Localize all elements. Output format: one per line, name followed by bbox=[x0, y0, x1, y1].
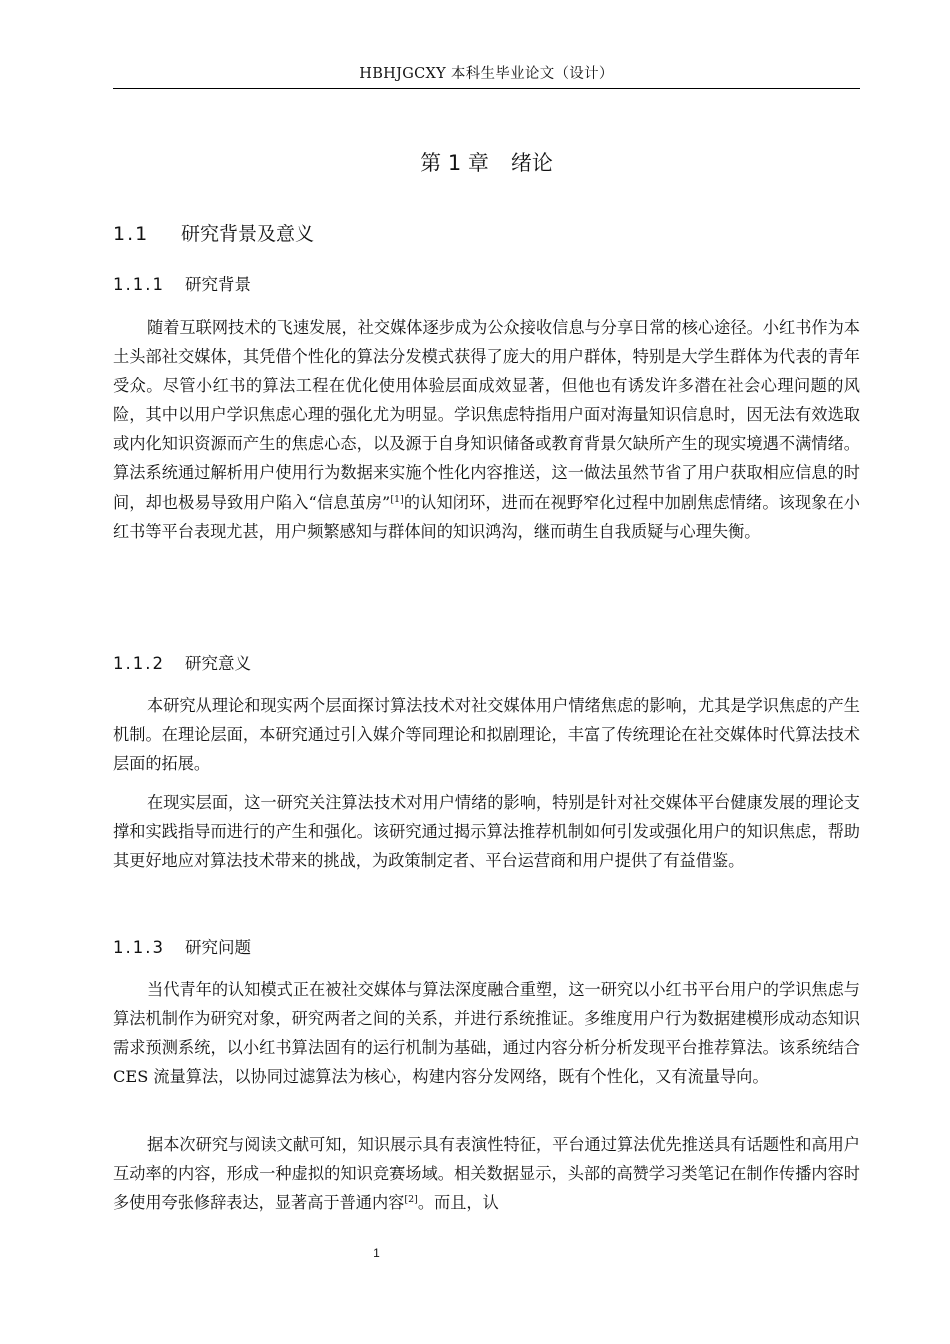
running-header: HBHJGCXY 本科生毕业论文（设计） bbox=[359, 66, 614, 82]
paragraph-background bbox=[113, 313, 860, 546]
header-rule bbox=[113, 88, 860, 89]
subsection-title: 研究背景 bbox=[185, 275, 251, 294]
citation-ref: [2] bbox=[404, 1194, 418, 1206]
paragraph-significance-theory: 本研究从理论和现实两个层面探讨算法技术对社交媒体用户情绪焦虑的影响，尤其是学识焦虑的产生机制。在理论层面，本研究通过引入媒介等同理论和拟剧理论，丰富了传统理论在社交媒体时代算法技术层面的拓展。 bbox=[113, 696, 860, 774]
paragraph-text: 据本次研究与阅读文献可知，知识展示具有表演性特征，平台通过算法优先推送具有话题性和高用户互动率的内容，形成一种虚拟的知识竞赛场域。相关数据显示，头部的高赞学习类笔记在制作传播内容时多使用夸张修辞表达，显著高于普通内容 bbox=[113, 1135, 860, 1213]
chapter-number: 第 1 章 bbox=[420, 151, 489, 175]
subsection-number: 1.1.1 bbox=[113, 275, 165, 294]
chapter-name: 绪论 bbox=[510, 151, 553, 175]
subsection-heading-1-1-3 bbox=[113, 936, 251, 960]
subsection-number: 1.1.3 bbox=[113, 938, 165, 957]
subsection-heading-1-1-2 bbox=[113, 652, 251, 676]
section-number: 1.1 bbox=[113, 223, 150, 245]
section-title: 研究背景及意义 bbox=[181, 223, 315, 245]
paragraph-text: 随着互联网技术的飞速发展，社交媒体逐步成为公众接收信息与分享日常的核心途径。小红书作为本土头部社交媒体，其凭借个性化的算法分发模式获得了庞大的用户群体，特别是大学生群体为代表的青年受众。尽管小红书的算法工程在优化使用体验层面成效显著，但他也有诱发许多潜在社会心理问题的风险，其中以用户学识焦虑心理的强化尤为明显。学识焦虑特指用户面对海量知识信息时，因无法有效选取或内化知识资源而产生的焦虑心态，以及源于自身知识储备或教育背景欠缺所产生的现实境遇不满情绪。算法系统通过解析用户使用行为数据来实施个性化内容推送，这一做法虽然节省了用户获取相应信息的时间，却也极易导致用户陷入“信息茧房” bbox=[113, 318, 860, 512]
page-number: 1 bbox=[373, 1246, 380, 1260]
citation-ref: [1] bbox=[390, 493, 404, 505]
subsection-title: 研究问题 bbox=[185, 938, 251, 957]
subsection-heading-1-1-1 bbox=[113, 273, 251, 297]
section-heading-1-1 bbox=[113, 221, 314, 247]
subsection-title: 研究意义 bbox=[185, 654, 251, 673]
paragraph-text: 。而且，认 bbox=[417, 1193, 499, 1213]
paragraph-significance-practice: 在现实层面，这一研究关注算法技术对用户情绪的影响，特别是针对社交媒体平台健康发展的理论支撑和实践指导而进行的产生和强化。该研究通过揭示算法推荐机制如何引发或强化用户的知识焦虑，帮助其更好地应对算法技术带来的挑战，为政策制定者、平台运营商和用户提供了有益借鉴。 bbox=[113, 793, 860, 871]
paragraph-knowledge-display bbox=[113, 1130, 860, 1217]
paragraph-research-question: 当代青年的认知模式正在被社交媒体与算法深度融合重塑，这一研究以小红书平台用户的学识焦虑与算法机制作为研究对象，研究两者之间的关系，并进行系统推证。多维度用户行为数据建模形成动态知识需求预测系统，以小红书算法固有的运行机制为基础，通过内容分析分析发现平台推荐算法。该系统结合 CES 流量算法，以协同过滤算法为核心，构建内容分发网络，既有个性化，又有流量导向。 bbox=[113, 980, 860, 1087]
paragraph-text: 的认知闭环，进而在视野窄化过程中加剧焦虑情绪。该现象在小红书等平台表现尤甚，用户频繁感知与群体间的知识鸿沟，继而萌生自我质疑与心理失衡。 bbox=[113, 492, 860, 541]
chapter-title bbox=[113, 148, 860, 178]
subsection-number: 1.1.2 bbox=[113, 654, 165, 673]
